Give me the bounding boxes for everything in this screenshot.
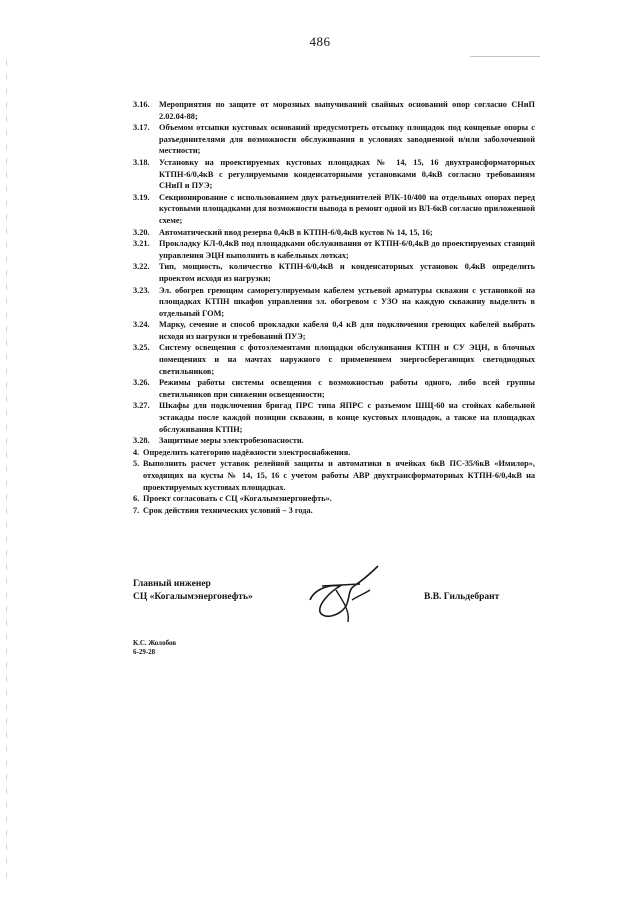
item-text: Режимы работы системы освещения с возможностью работы одного, либо всей группы светильников при снижении освещенности; [159, 378, 535, 399]
item-number: 3.24. [133, 320, 150, 330]
item-text: Автоматический ввод резерва 0,4кВ в КТПН-6/0,4кВ кустов № 14, 15, 16; [159, 227, 433, 237]
item-number: 6. [133, 494, 140, 504]
signatory-organization: СЦ «Когалымэнергонефть» [133, 592, 253, 602]
list-item [133, 377, 535, 400]
list-item [133, 99, 535, 122]
item-text: Срок действия технических условий – 3 года. [143, 505, 313, 515]
item-text: Объемом отсыпки кустовых оснований предусмотреть отсыпку площадок под концевые опоры с разъединителями для возможности обслуживания в условиях заводненной и/или заболоченной местности; [159, 123, 535, 156]
list-item [133, 285, 535, 320]
item-text: Защитные меры электробезопасности. [159, 436, 304, 446]
list-item [133, 458, 535, 493]
item-text: Мероприятия по защите от морозных выпучиваний свайных оснований опор согласно СНиП 2.02.04-88; [159, 100, 535, 121]
executor-phone: 6-29-28 [133, 648, 156, 656]
requirements-list [133, 99, 535, 516]
item-text: Марку, сечение и способ прокладки кабеля 0,4 кВ для подключения греющих кабелей выбрать исходя из нагрузки и требований ПУЭ; [159, 320, 535, 341]
item-number: 3.21. [133, 239, 150, 249]
page-number: 486 [309, 34, 331, 49]
item-number: 3.27. [133, 401, 150, 411]
list-item [133, 227, 535, 239]
executor-info [133, 639, 176, 657]
list-item [133, 238, 535, 261]
list-item [133, 505, 535, 517]
signatory-position: Главный инженер [133, 579, 211, 589]
item-number: 3.22. [133, 262, 150, 272]
item-number: 3.23. [133, 285, 150, 295]
list-item [133, 493, 535, 505]
item-number: 3.17. [133, 123, 150, 133]
list-item [133, 447, 535, 459]
item-text: Систему освещения с фотоэлементами площадки обслуживания КТПН и СУ ЭЦН, в блочных помещениях и на мачтах наружного с применением энергосберегающих светодиодных светильников; [159, 343, 535, 376]
item-number: 3.26. [133, 378, 150, 388]
list-item [133, 122, 535, 157]
item-text: Эл. обогрев греющим саморегулируемым кабелем устьевой арматуры скважин с установкой на площадках КТПН шкафов управления эл. обогревом с УЗО на каждую скважину выделить в отдельный ГОМ; [159, 285, 535, 318]
item-text: Проект согласовать с СЦ «Когалымэнергонефть». [143, 494, 332, 504]
item-number: 3.19. [133, 192, 150, 202]
item-number: 3.16. [133, 100, 150, 109]
signatory-title [133, 578, 253, 604]
item-number: 7. [133, 505, 140, 515]
handwritten-signature [300, 560, 390, 630]
item-text: Прокладку КЛ-0,4кВ под площадками обслуживания от КТПН-6/0,4кВ до проектируемых станций управления ЭЦН выполнить в кабельных лотках; [159, 239, 535, 260]
item-text: Выполнить расчет уставок релейной защиты и автоматики в ячейках 6кВ ПС-35/6кВ «Имилор», отходящих на кусты № 14, 15, 16 с учетом работы АВР двухтрансформаторных КТПН-6/0,4кВ на проектируемых кустовых площадках. [143, 459, 535, 492]
list-item [133, 157, 535, 192]
item-number: 3.25. [133, 343, 150, 353]
item-text: Определить категорию надёжности электроснабжения. [143, 447, 351, 457]
item-text: Тип, мощность, количество КТПН-6/0,4кВ и конденсаторных установок 0,4кВ определить проектом исходя из нагрузки; [159, 262, 535, 283]
item-text: Шкафы для подключения бригад ПРС типа ЯПРС с разъемом ШЩ-60 на стойках кабельной эстакады после каждой позиции скважин, в конце кустовых площадок, а также на площадках обслуживания КТПН; [159, 401, 535, 434]
item-text: Установку на проектируемых кустовых площадках № 14, 15, 16 двухтрансформаторных КТПН-6/0,4кВ с регулируемыми конденсаторными установками 0,4кВ согласно требованиям СНиП и ПУЭ; [159, 157, 535, 191]
item-number: 3.28. [133, 436, 150, 446]
item-number: 3.20. [133, 227, 150, 237]
item-number: 3.18. [133, 157, 150, 167]
scan-artifact [470, 56, 540, 57]
list-item [133, 400, 535, 435]
signatory-name: В.В. Гильдебрант [424, 592, 500, 602]
item-number: 4. [133, 447, 140, 457]
list-item [133, 261, 535, 284]
list-item [133, 319, 535, 342]
scan-edge-mark [6, 60, 7, 880]
item-number: 5. [133, 459, 140, 469]
executor-name: К.С. Жолобов [133, 639, 177, 647]
item-text: Секционирование с использованием двух разъединителей РЛК-10/400 на отдельных опорах перед кустовыми площадками для возможности вывода в ремонт одной из ВЛ-6кВ согласно приложенной схеме; [159, 192, 535, 225]
list-item [133, 192, 535, 227]
list-item [133, 342, 535, 377]
list-item [133, 435, 535, 447]
